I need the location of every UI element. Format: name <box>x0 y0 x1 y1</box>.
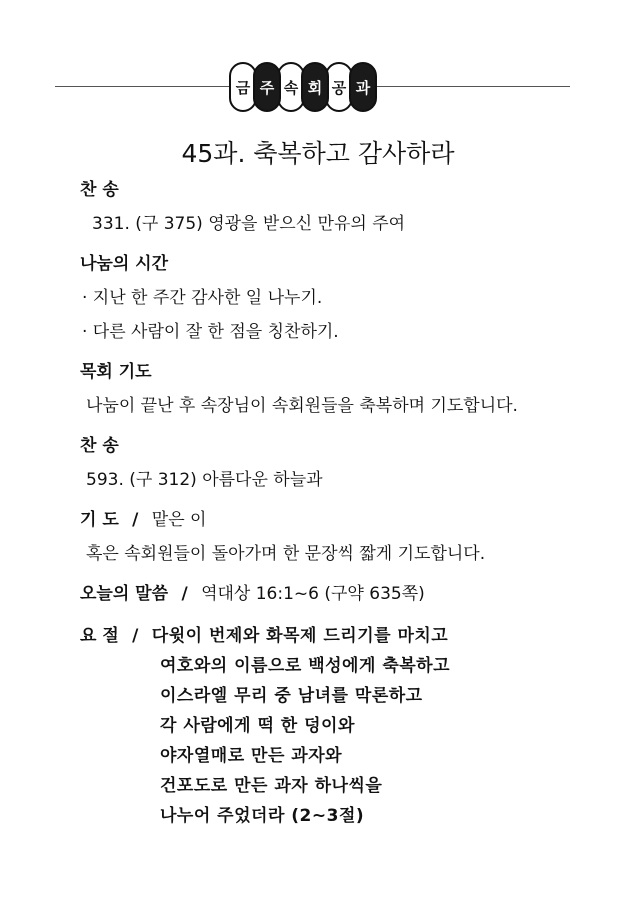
banner-char: 주 <box>253 62 281 112</box>
summary-line: 나누어 주었더라 (2~3절) <box>160 806 365 826</box>
summary-row <box>80 626 456 646</box>
summary-line: 여호와의 이름으로 백성에게 축복하고 <box>160 656 451 676</box>
prayer-assignee: 맡은 이 <box>151 510 207 530</box>
summary-line: 야자열매로 만든 과자와 <box>160 746 343 766</box>
hymn2-heading: 찬 송 <box>80 436 119 456</box>
pastoral-prayer-line: 나눔이 끝난 후 속장님이 속회원들을 축복하며 기도합니다. <box>86 396 518 416</box>
summary-line: 다윗이 번제와 화목제 드리기를 마치고 <box>151 626 449 646</box>
banner-char: 과 <box>349 62 377 112</box>
prayer-heading: 기 도 <box>80 510 119 530</box>
word-heading: 오늘의 말씀 <box>80 584 169 604</box>
sharing-item: · 다른 사람이 잘 한 점을 칭찬하기. <box>82 322 339 342</box>
prayer-row <box>80 510 214 530</box>
summary-line: 각 사람에게 떡 한 덩이와 <box>160 716 355 736</box>
summary-separator: / <box>132 626 139 646</box>
page-title: 45과. 축복하고 감사하라 <box>181 139 455 168</box>
prayer-line: 혹은 속회원들이 돌아가며 한 문장씩 짧게 기도합니다. <box>86 544 486 564</box>
word-row <box>80 584 433 604</box>
summary-line: 건포도로 만든 과자 하나씩을 <box>160 776 383 796</box>
sharing-heading: 나눔의 시간 <box>80 254 169 274</box>
pastoral-prayer-heading: 목회 기도 <box>80 362 152 382</box>
sharing-item: · 지난 한 주간 감사한 일 나누기. <box>82 288 323 308</box>
banner-char: 공 <box>325 62 353 112</box>
hymn1-line: 331. (구 375) 영광을 받으신 만유의 주여 <box>92 214 406 234</box>
word-reference: 역대상 16:1~6 (구약 635쪽) <box>201 584 425 604</box>
banner-char: 회 <box>301 62 329 112</box>
hymn1-heading: 찬 송 <box>80 180 119 200</box>
banner-logo <box>229 62 377 112</box>
summary-heading: 요 절 <box>80 626 119 646</box>
word-separator: / <box>181 584 188 604</box>
hymn2-line: 593. (구 312) 아름다운 하늘과 <box>86 470 323 490</box>
banner-char: 금 <box>229 62 257 112</box>
prayer-separator: / <box>132 510 139 530</box>
banner-char: 속 <box>277 62 305 112</box>
summary-line: 이스라엘 무리 중 남녀를 막론하고 <box>160 686 423 706</box>
